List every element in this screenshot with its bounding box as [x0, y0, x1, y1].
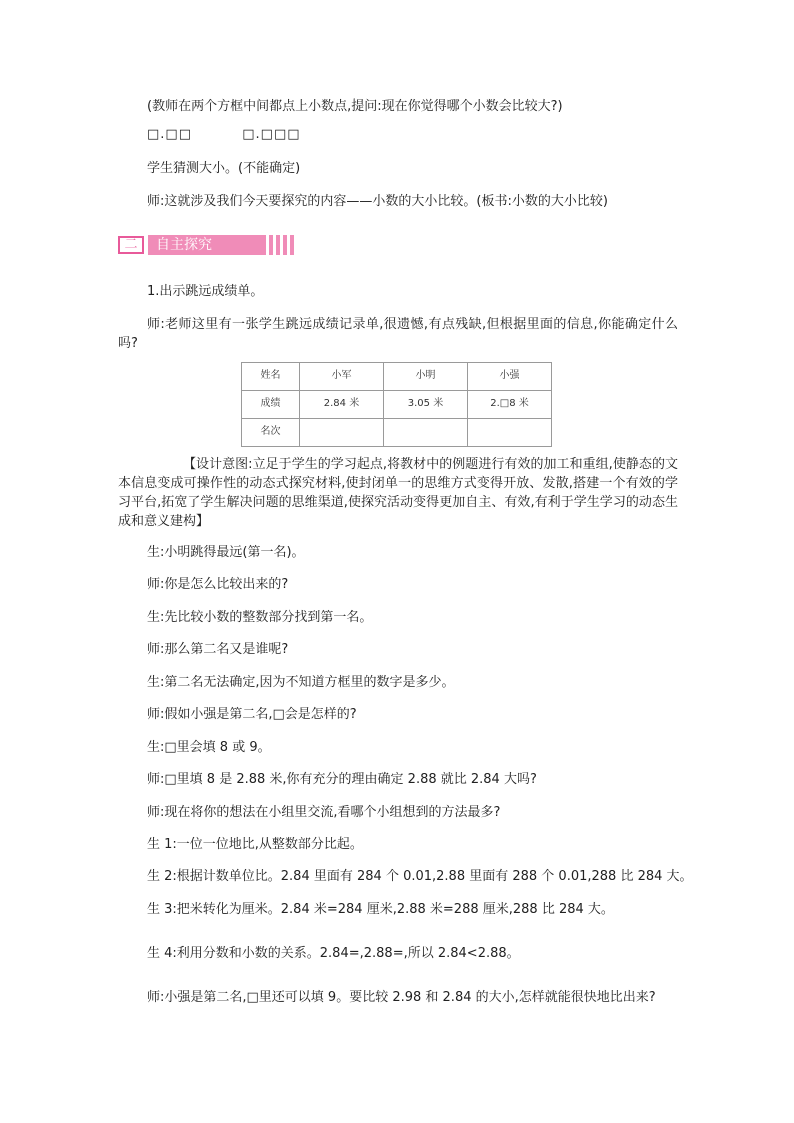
dialogue-line: 师:你是怎么比较出来的?: [147, 577, 289, 592]
score-table: [241, 362, 552, 447]
teacher-question: [118, 315, 678, 353]
table-cell: [384, 419, 468, 447]
dialogue-line: 生:先比较小数的整数部分找到第一名。: [147, 610, 373, 625]
dialogue-line: 生 2:根据计数单位比。2.84 里面有 284 个 0.01,2.88 里面有 288 个 0.01,288 比 284 大。: [147, 869, 693, 884]
decimal-boxes: [147, 127, 301, 142]
step1-text: 1.出示跳远成绩单。: [147, 284, 264, 299]
dialogue-line: 师:现在将你的想法在小组里交流,看哪个小组想到的方法最多?: [147, 805, 501, 820]
teacher-action-text: (教师在两个方框中间都点上小数点,提问:现在你觉得哪个小数会比较大?): [147, 99, 563, 114]
dialogue-line: 生 1:一位一位地比,从整数部分比起。: [147, 837, 363, 852]
dialogue-line: 师:那么第二名又是谁呢?: [147, 642, 289, 657]
table-cell: 3.05 米: [384, 391, 468, 419]
table-cell: 姓名: [242, 363, 300, 391]
table-cell: [300, 419, 384, 447]
box-left: □.□□: [147, 127, 192, 142]
dialogue-line: 生:□里会填 8 或 9。: [147, 740, 271, 755]
table-cell: 小强: [468, 363, 552, 391]
design-intent-text: 【设计意图:立足于学生的学习起点,将教材中的例题进行有效的加工和重组,使静态的文本信息变成可操作性的动态式探究材料,使封闭单一的思维方式变得开放、发散,搭建一个有效的学习平台,拓宽了学生解决问题的思维渠道,使探究活动变得更加自主、有效,有利于学生学习的动态生成和意义建构】: [118, 457, 678, 529]
table-row: [242, 419, 552, 447]
dialogue-line: 生:小明跳得最远(第一名)。: [147, 545, 305, 560]
dialogue-line: 生:第二名无法确定,因为不知道方框里的数字是多少。: [147, 675, 455, 690]
dialogue-line: 生 3:把米转化为厘米。2.84 米=284 厘米,2.88 米=288 厘米,288 比 284 大。: [147, 902, 614, 917]
table-cell: 成绩: [242, 391, 300, 419]
teacher-question-text: 师:老师这里有一张学生跳远成绩记录单,很遗憾,有点残缺,但根据里面的信息,你能确定什么吗?: [118, 317, 678, 351]
table-cell: 小明: [384, 363, 468, 391]
table-row: [242, 391, 552, 419]
dialogue-line: 师:假如小强是第二名,□会是怎样的?: [147, 707, 357, 722]
topic-text: 师:这就涉及我们今天要探究的内容——小数的大小比较。(板书:小数的大小比较): [147, 194, 608, 209]
dialogue-line: 师:小强是第二名,□里还可以填 9。要比较 2.98 和 2.84 的大小,怎样就能很快地比出来?: [147, 990, 656, 1005]
table-row: [242, 363, 552, 391]
dialogue-line: 师:□里填 8 是 2.88 米,你有充分的理由确定 2.88 就比 2.84 大吗?: [147, 772, 537, 787]
design-intent: [118, 455, 678, 531]
table-cell: 小军: [300, 363, 384, 391]
table-cell: 2.84 米: [300, 391, 384, 419]
guess-text: 学生猜测大小。(不能确定): [147, 161, 301, 176]
table-cell: [468, 419, 552, 447]
table-cell: 2.□8 米: [468, 391, 552, 419]
section-stripes: [269, 235, 297, 255]
table-cell: 名次: [242, 419, 300, 447]
section-header: [118, 235, 297, 255]
section-title: 自主探究: [148, 235, 266, 255]
section-number: 二: [118, 236, 144, 254]
box-right: □.□□□: [242, 127, 301, 142]
dialogue-line: 生 4:利用分数和小数的关系。2.84=,2.88=,所以 2.84<2.88。: [147, 946, 520, 961]
